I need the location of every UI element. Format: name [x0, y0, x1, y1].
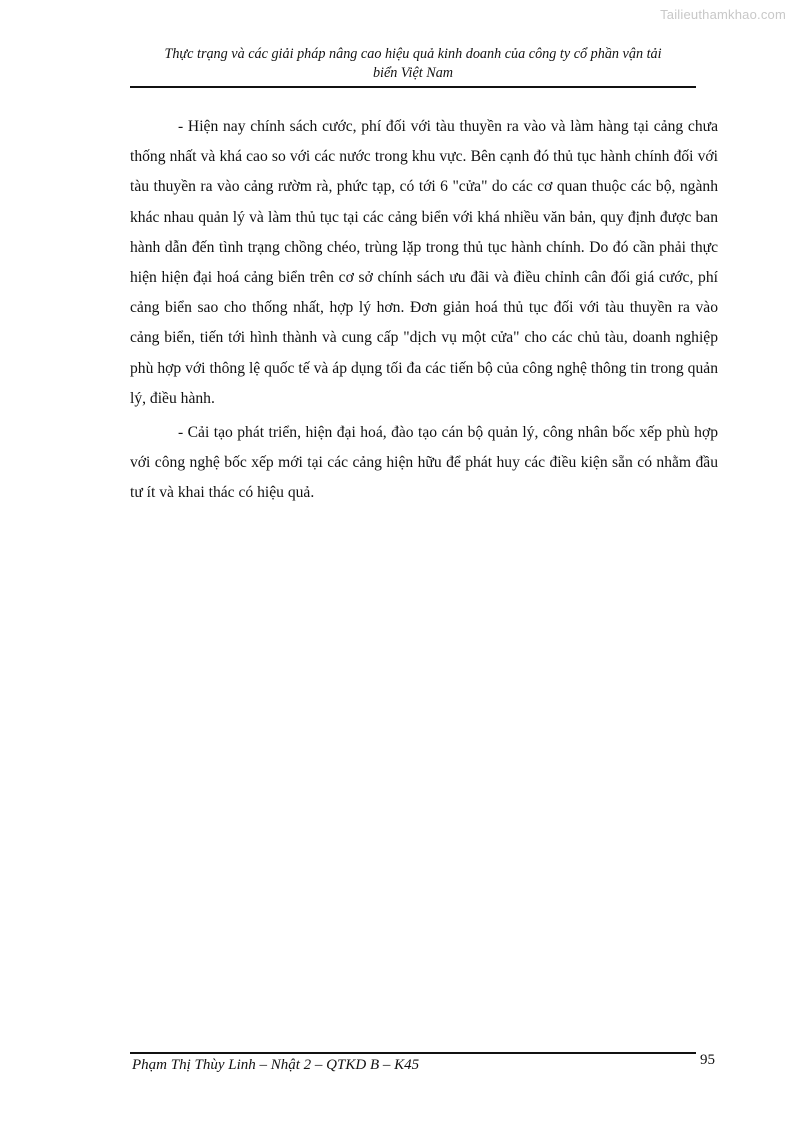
header-rule — [130, 86, 696, 88]
footer-author: Phạm Thị Thùy Linh – Nhật 2 – QTKD B – K45 — [132, 1057, 420, 1073]
running-header — [130, 45, 696, 83]
paragraph: - Hiện nay chính sách cước, phí đối với tàu thuyền ra vào và làm hàng tại cảng chưa thống nhất và khá cao so với các nước trong khu vực. Bên cạnh đó thủ tục hành chính đối với tàu thuyền ra vào cảng rườm rà, phức tạp, có tới 6 "cửa" do các cơ quan thuộc các bộ, ngành khác nhau quản lý và làm thủ tục tại các cảng biển với khá nhiều văn bản, quy định được ban hành dẫn đến tình trạng chồng chéo, trùng lặp trong thủ tục hành chính. Do đó cần phải thực hiện hiện đại hoá cảng biển trên cơ sở chính sách ưu đãi và điều chỉnh cân đối giá cước, phí cảng biển sao cho thống nhất, hợp lý hơn. Đơn giản hoá thủ tục đối với tàu thuyền ra vào cảng biển, tiến tới hình thành và cung cấp "dịch vụ một cửa" cho các chủ tàu, doanh nghiệp phù hợp với thông lệ quốc tế và áp dụng tối đa các tiến bộ của công nghệ thông tin trong quản lý, điều hành. — [130, 118, 718, 407]
watermark: Tailieuthamkhao.com — [660, 7, 786, 22]
page-number: 95 — [700, 1052, 715, 1068]
header-title-line-2: biển Việt Nam — [372, 65, 454, 81]
body-text — [130, 112, 718, 513]
header-title-line-1: Thực trạng và các giải pháp nâng cao hiệu quả kinh doanh của công ty cổ phần vận tải — [164, 46, 662, 62]
paragraph: - Cải tạo phát triển, hiện đại hoá, đào tạo cán bộ quản lý, công nhân bốc xếp phù hợp với công nghệ bốc xếp mới tại các cảng hiện hữu để phát huy các điều kiện sẵn có nhằm đầu tư ít và khai thác có hiệu quả. — [130, 424, 718, 502]
footer-rule — [130, 1052, 696, 1054]
